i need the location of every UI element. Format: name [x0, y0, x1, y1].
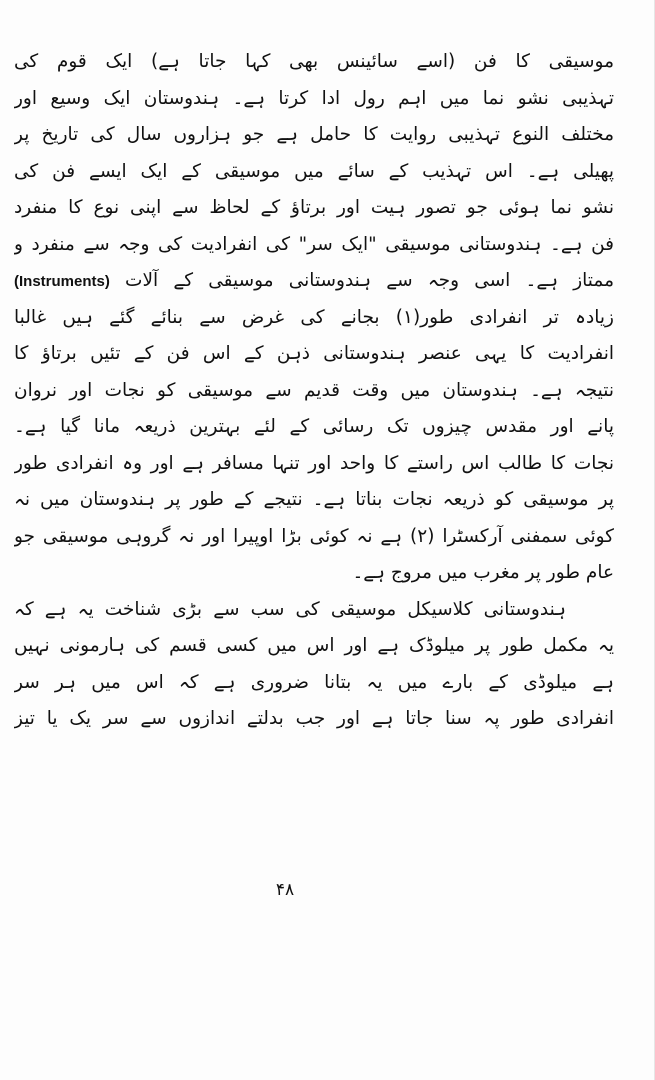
text-line: نجات کا طالب اس راستے کا واحد اور تنہا مسافر ہے اور وہ انفرادی طور — [14, 452, 614, 474]
text-line-paragraph-end: عام طور پر مغرب میں مروج ہے۔ — [352, 562, 614, 583]
text-line: یہ مکمل طور پر میلوڈک ہے اور اس میں کسی قسم کی ہارمونی نہیں — [14, 635, 614, 656]
text-line: فن ہے۔ ہندوستانی موسیقی "ایک سر" کی انفرادیت کی وجہ سے منفرد و — [14, 233, 614, 255]
text-line: تہذیبی نشو نما میں اہم رول ادا کرتا ہے۔ ہندوستان ایک وسیع اور — [14, 87, 614, 109]
text-line-instruments — [14, 263, 614, 300]
text-line: مختلف النوع تہذیبی روایت کا حامل ہے جو ہزاروں سال کی تاریخ پر — [14, 124, 614, 145]
text-line: انفرادیت کا یہی عنصر ہندوستانی ذہن کے اس فن کے تئیں برتاؤ کا — [14, 343, 614, 364]
page-body-text — [14, 44, 614, 738]
text-line: انفرادی طور پہ سنا جاتا ہے اور جب بدلتے اندازوں سے سر یک یا تیز — [14, 708, 614, 729]
text-line: پانے اور مقدس چیزوں تک رسائی کے لئے بہترین ذریعہ مانا گیا ہے۔ — [14, 416, 614, 437]
instruments-term: (Instruments) — [14, 273, 110, 290]
page-number: ۴۸ — [275, 880, 295, 900]
text-line: نتیجہ ہے۔ ہندوستان میں وقت قدیم سے موسیقی کو نجات اور نروان — [14, 379, 614, 401]
text-line-segment: ممتاز ہے۔ اسی وجہ سے ہندوستانی موسیقی کے آلات — [125, 270, 614, 291]
text-line-paragraph-start: ہندوستانی کلاسیکل موسیقی کی سب سے بڑی شناخت یہ ہے کہ — [14, 598, 566, 620]
text-line: موسیقی کا فن (اسے سائینس بھی کہا جاتا ہے) ایک قوم کی — [14, 51, 614, 72]
text-line: کوئی سمفنی آرکسٹرا (۲) ہے نہ کوئی بڑا اوپیرا اور نہ گروہی موسیقی جو — [14, 525, 614, 547]
text-line: پر موسیقی کو ذریعہ نجات بناتا ہے۔ نتیجے کے طور پر ہندوستان میں نہ — [14, 489, 614, 510]
text-line: زیادہ تر انفرادی طور(۱) بجانے کی غرض سے بنائے گئے ہیں غالبا — [14, 306, 614, 328]
text-line: پھیلی ہے۔ اس تہذیب کے سائے میں موسیقی کے ایک ایسے فن کی — [14, 160, 614, 182]
text-line: ہے میلوڈی کے بارے میں یہ بتانا ضروری ہے کہ اس میں ہر سر — [14, 671, 614, 693]
text-line: نشو نما ہوئی جو تصور ہیت اور برتاؤ کے لحاظ سے اپنی نوع کا منفرد — [14, 197, 614, 218]
